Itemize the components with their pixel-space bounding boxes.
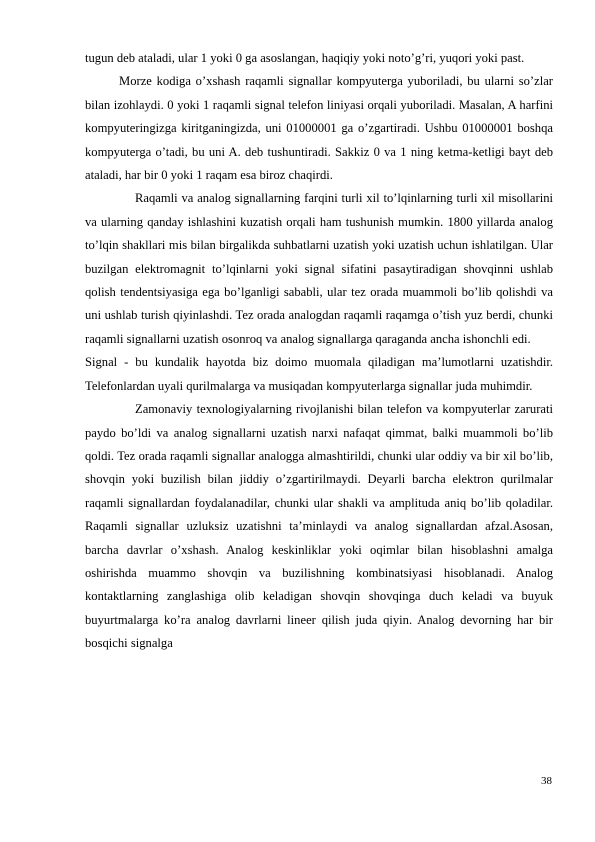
paragraph-analog-digital-difference: Raqamli va analog signallarning farqini turli xil to’lqinlarning turli xil misollarini va ularning qanday ishlashini kuzatish orqali ham tushunish mumkin. 1800 yillarda analog to’lqin shakllari mis bilan birgalikda suhbatlarni uzatish yoki uzatish uchun ishlatilgan. Ular buzilgan elektromagnit to’lqinlarni yoki signal sifatini pasaytiradigan shovqinni ushlab qolish tendentsiyasiga ega bo’lganligi sababli, ular tez orada muammoli bo’lib qolishdi va uni ushlab turish qiyinlashdi. Tez orada analogdan raqamli raqamga o’tish yuz berdi, chunki raqamli signallarni uzatish osonroq va analog signallarga qaraganda ancha ishonchli edi. <box>85 191 553 346</box>
page-number: 38 <box>541 775 552 787</box>
paragraph-modern-technology: Zamonaviy texnologiyalarning rivojlanishi bilan telefon va kompyuterlar zarurati paydo bo’ldi va analog signallarni uzatish narxi nafaqat qimmat, balki muammoli bo’lib qoldi. Tez orada raqamli signallar analogga almashtirildi, chunki ular oddiy va bir xil bo’lib, shovqin yoki buzilish bilan jiddiy o’zgartirilmaydi. Deyarli barcha elektron qurilmalar raqamli signallardan foydalanadilar, chunki ular shakli va amplituda aniq bo’lib qoladilar. Raqamli signallar uzluksiz uzatishni ta’minlaydi va analog signallardan afzal.Asosan, barcha davrlar o’xshash. Analog keskinliklar yoki oqimlar bilan hisoblashni amalga oshirishda muammo shovqin va buzilishning kombinatsiyasi hisoblanadi. Analog kontaktlarning zanglashiga olib keladigan shovqin shovqinga duch keladi va buyuk buyurtmalarga ko’ra analog davrlarni lineer qilish juda qiyin. Analog devorning har bir bosqichi signalga <box>85 402 553 651</box>
paragraph-signal-definition: Signal - bu kundalik hayotda biz doimo muomala qiladigan ma’lumotlarni uzatishdir. Telefonlardan uyali qurilmalarga va musiqadan kompyuterlarga signallar juda muhimdir. <box>85 355 553 393</box>
paragraph-continued: tugun deb ataladi, ular 1 yoki 0 ga asoslangan, haqiqiy yoki noto’g’ri, yuqori yoki past. <box>85 51 525 65</box>
body-text <box>85 47 553 656</box>
paragraph-morse-code: Morze kodiga o’xshash raqamli signallar kompyuterga yuboriladi, bu ularni so’zlar bilan izohlaydi. 0 yoki 1 raqamli signal telefon liniyasi orqali yuboriladi. Masalan, A harfini kompyuteringizga kiritganingizda, uni 01000001 ga o’zgartiradi. Ushbu 01000001 boshqa kompyuterga o’tadi, bu uni A. deb tushuntiradi. Sakkiz 0 va 1 ning ketma-ketligi bayt deb ataladi, har bir 0 yoki 1 raqam esa biroz chaqirdi. <box>85 74 553 183</box>
